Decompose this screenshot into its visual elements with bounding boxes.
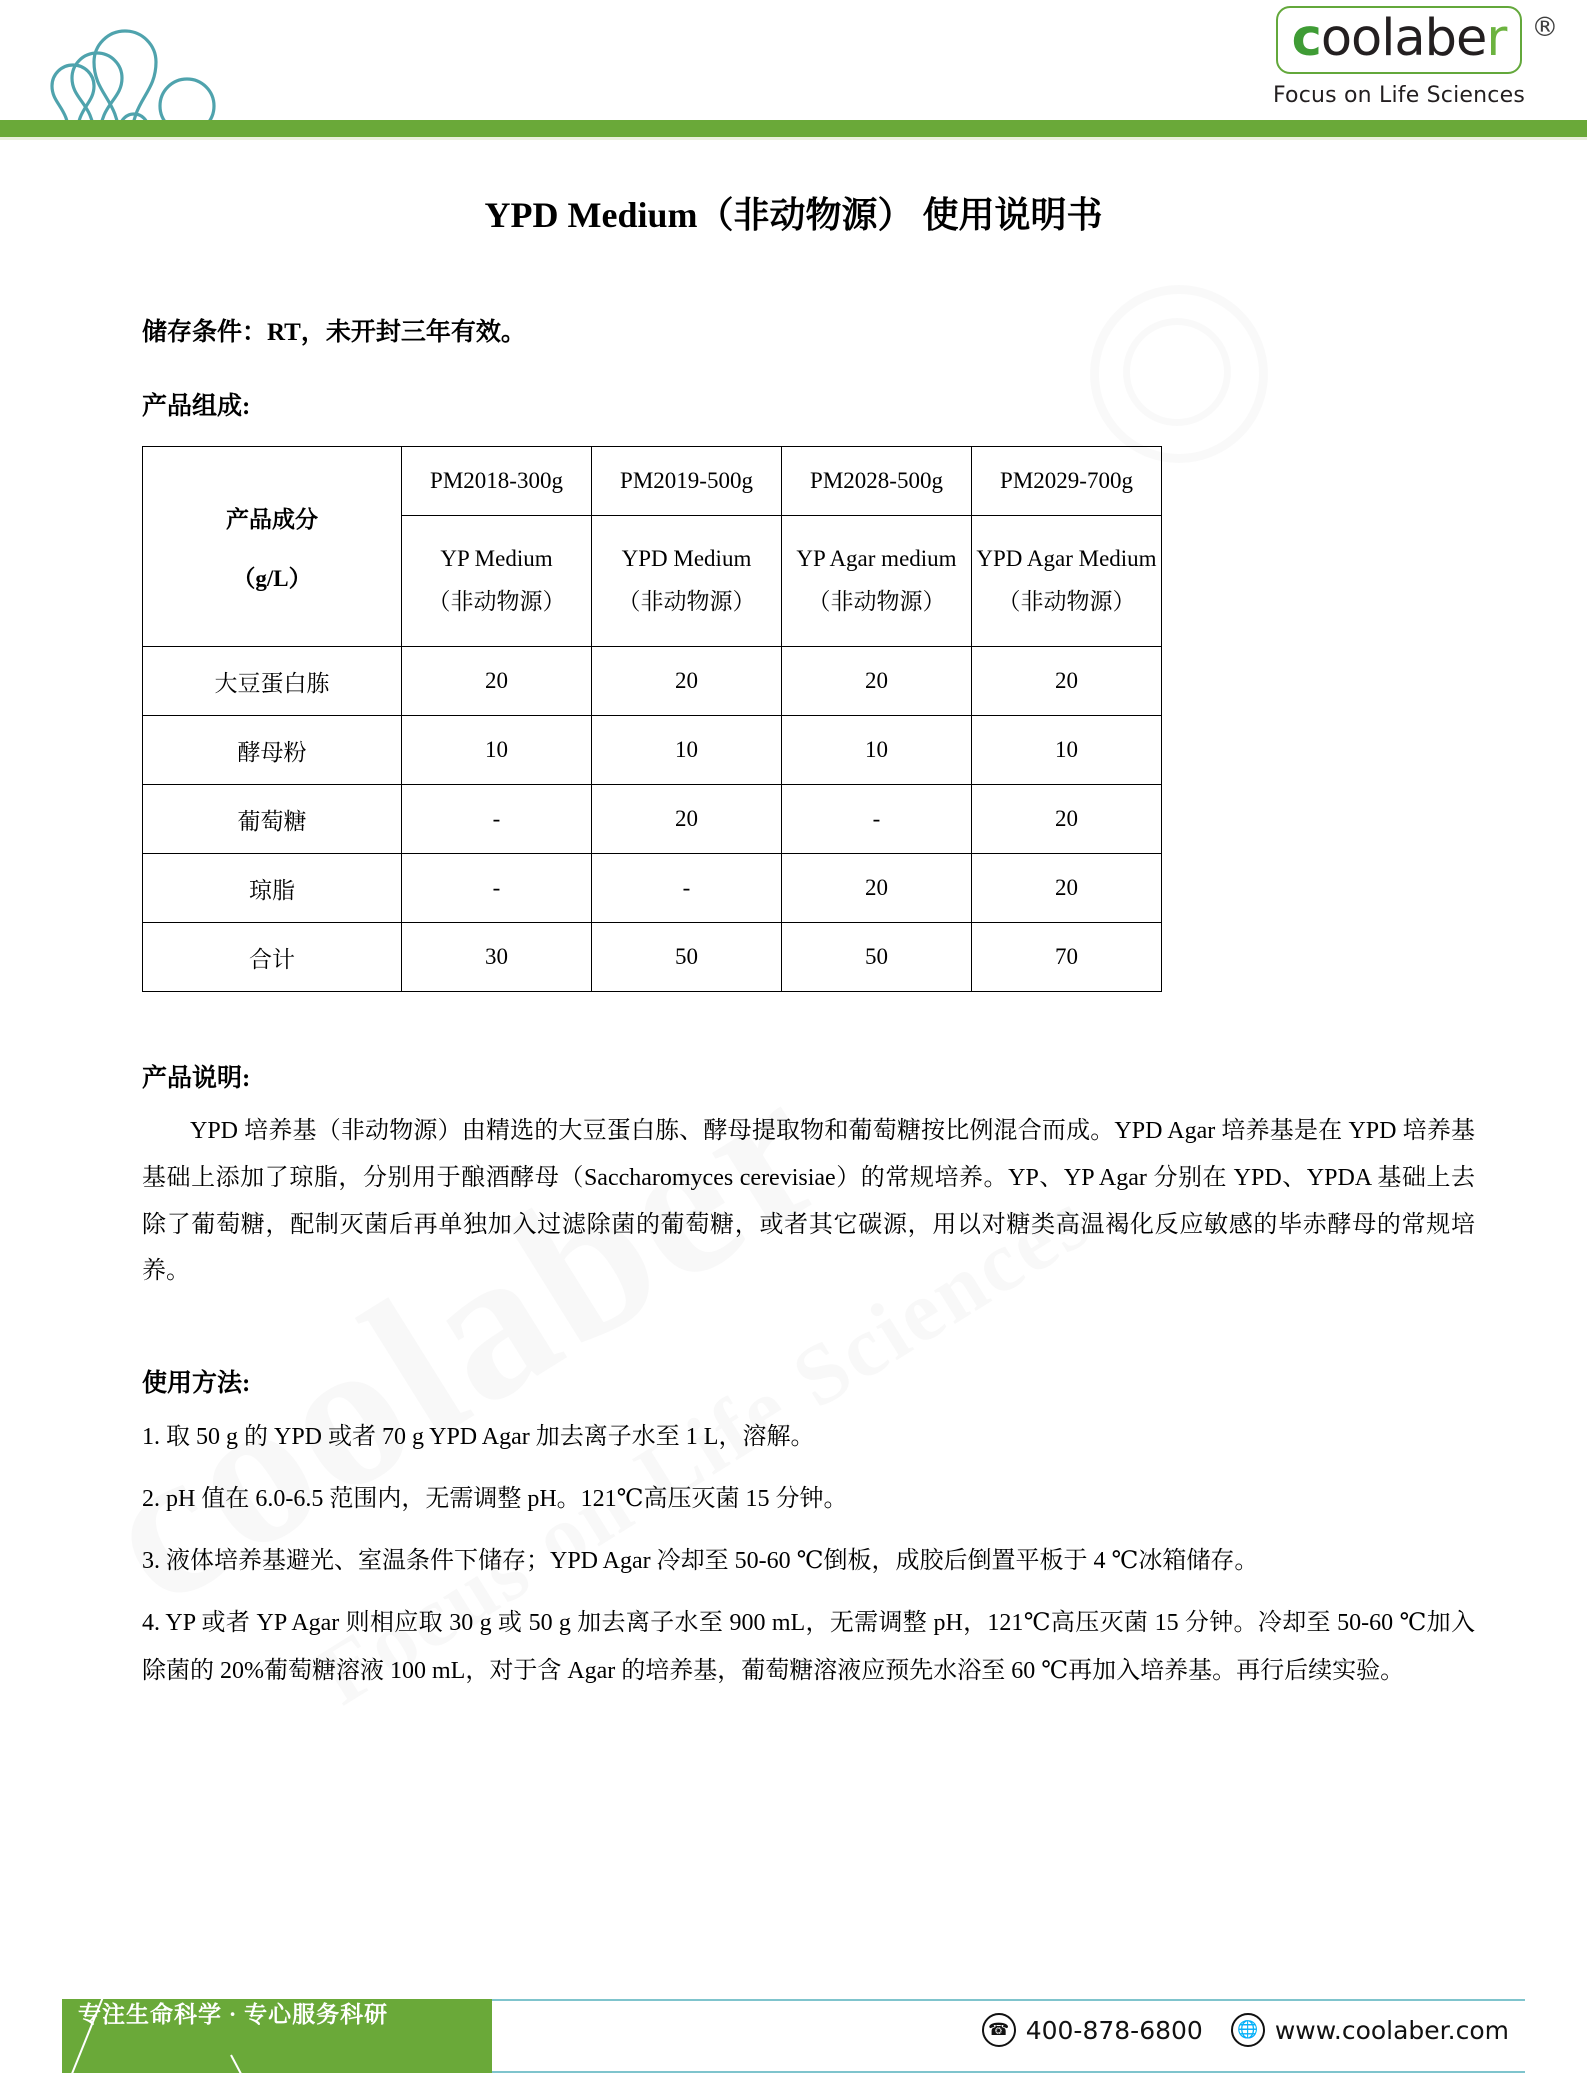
table-row bbox=[143, 716, 1162, 785]
table-row bbox=[143, 647, 1162, 716]
cell-0-1: 20 bbox=[592, 647, 782, 716]
column-name-4-sub: （非动物源） bbox=[997, 589, 1136, 614]
logo-tagline: Focus on Life Sciences bbox=[1272, 83, 1525, 108]
cell-2-0: - bbox=[402, 785, 592, 854]
document-body bbox=[0, 312, 1587, 1695]
description-paragraph: YPD 培养基（非动物源）由精选的大豆蛋白胨、酵母提取物和葡萄糖按比例混合而成。YPD Agar 培养基是在 YPD 培养基基础上添加了琼脂，分别用于酿酒酵母（Saccharomyces cerevisiae）的常规培养。YP、YP Agar 分别在 YPD、YPDA 基础上去除了葡萄糖，配制灭菌后再单独加入过滤除菌的葡萄糖，或者其它碳源，用以对糖类高温褐化反应敏感的毕赤酵母的常规培养。 bbox=[142, 1118, 1475, 1285]
cell-0-3: 20 bbox=[972, 647, 1162, 716]
page-header bbox=[0, 0, 1587, 138]
column-name-2-main: YPD Medium bbox=[621, 546, 752, 572]
registered-trademark-icon: ® bbox=[1531, 12, 1559, 43]
cell-3-1: - bbox=[592, 854, 782, 923]
page-footer bbox=[0, 1975, 1587, 2093]
cell-4-3: 70 bbox=[972, 923, 1162, 992]
footer-website-item[interactable] bbox=[1231, 2013, 1509, 2047]
usage-step-3: 3. 液体培养基避光、室温条件下储存；YPD Agar 冷却至 50-60 ℃倒板，成胶后倒置平板于 4 ℃冰箱储存。 bbox=[142, 1548, 1259, 1575]
column-name-3-main: YP Agar medium bbox=[796, 546, 957, 572]
cell-4-1: 50 bbox=[592, 923, 782, 992]
footer-slogan: 专注生命科学 · 专心服务科研 bbox=[78, 2002, 389, 2027]
footer-slash-decoration-2 bbox=[230, 2055, 251, 2091]
molecule-decoration-icon bbox=[22, 4, 237, 131]
description-heading: 产品说明: bbox=[142, 1065, 251, 1092]
usage-step-4: 4. YP 或者 YP Agar 则相应取 30 g 或 50 g 加去离子水至 900 mL，无需调整 pH，121℃高压灭菌 15 分钟。冷却至 50-60 ℃加入除菌的 20%葡萄糖溶液 100 mL，对于含 Agar 的培养基，葡萄糖溶液应预先水浴至 60 ℃再加入培养基。再行后续实验。 bbox=[142, 1610, 1475, 1685]
column-name-1-sub: （非动物源） bbox=[427, 589, 566, 614]
cell-1-1: 10 bbox=[592, 716, 782, 785]
document-content bbox=[0, 187, 1587, 1695]
header-green-divider bbox=[0, 120, 1587, 137]
column-code-1: PM2018-300g bbox=[402, 447, 592, 516]
usage-step-1: 1. 取 50 g 的 YPD 或者 70 g YPD Agar 加去离子水至 1 L，溶解。 bbox=[142, 1424, 815, 1451]
cell-4-0: 30 bbox=[402, 923, 592, 992]
table-row bbox=[143, 854, 1162, 923]
coolaber-logo bbox=[1272, 6, 1559, 108]
logo-letter-c: c bbox=[1291, 9, 1321, 68]
column-name-3-sub: （非动物源） bbox=[807, 589, 946, 614]
first-col-line2: （g/L） bbox=[232, 565, 312, 591]
table-row bbox=[143, 785, 1162, 854]
cell-3-2: 20 bbox=[782, 854, 972, 923]
cell-1-0: 10 bbox=[402, 716, 592, 785]
column-name-2-sub: （非动物源） bbox=[617, 589, 756, 614]
footer-phone-item bbox=[982, 2013, 1203, 2047]
first-col-line1: 产品成分 bbox=[226, 506, 318, 532]
table-corner-cell bbox=[143, 447, 402, 647]
column-name-1-main: YP Medium bbox=[440, 546, 553, 572]
column-name-3 bbox=[782, 516, 972, 647]
cell-1-3: 10 bbox=[972, 716, 1162, 785]
row-label-0: 大豆蛋白胨 bbox=[143, 647, 402, 716]
page-title: YPD Medium（非动物源） 使用说明书 bbox=[484, 195, 1103, 235]
phone-icon: ☎ bbox=[982, 2013, 1016, 2047]
composition-table bbox=[142, 446, 1162, 992]
logo-wordmark bbox=[1292, 9, 1507, 68]
usage-heading: 使用方法: bbox=[142, 1370, 251, 1398]
row-label-3: 琼脂 bbox=[143, 854, 402, 923]
header-green-divider-shadow bbox=[0, 137, 1587, 140]
row-label-1: 酵母粉 bbox=[143, 716, 402, 785]
logo-letters-middle: oolabe bbox=[1320, 9, 1487, 68]
footer-contact bbox=[982, 2013, 1509, 2047]
cell-1-2: 10 bbox=[782, 716, 972, 785]
globe-icon: 🌐 bbox=[1231, 2013, 1265, 2047]
cell-2-2: - bbox=[782, 785, 972, 854]
cell-2-1: 20 bbox=[592, 785, 782, 854]
table-row-total bbox=[143, 923, 1162, 992]
column-name-4 bbox=[972, 516, 1162, 647]
column-code-4: PM2029-700g bbox=[972, 447, 1162, 516]
cell-4-2: 50 bbox=[782, 923, 972, 992]
cell-2-3: 20 bbox=[972, 785, 1162, 854]
logo-box bbox=[1276, 6, 1559, 74]
composition-heading: 产品组成: bbox=[142, 393, 251, 420]
footer-website-url[interactable]: www.coolaber.com bbox=[1274, 2015, 1509, 2045]
storage-conditions-line: 储存条件：RT，未开封三年有效。 bbox=[142, 319, 526, 346]
footer-phone-number: 400-878-6800 bbox=[1025, 2015, 1203, 2045]
row-label-4: 合计 bbox=[143, 923, 402, 992]
usage-step-2: 2. pH 值在 6.0-6.5 范围内，无需调整 pH。121℃高压灭菌 15 分钟。 bbox=[142, 1486, 848, 1513]
column-code-2: PM2019-500g bbox=[592, 447, 782, 516]
column-name-2 bbox=[592, 516, 782, 647]
cell-3-3: 20 bbox=[972, 854, 1162, 923]
cell-0-2: 20 bbox=[782, 647, 972, 716]
cell-3-0: - bbox=[402, 854, 592, 923]
logo-letter-r: r bbox=[1486, 9, 1507, 68]
cell-0-0: 20 bbox=[402, 647, 592, 716]
column-code-3: PM2028-500g bbox=[782, 447, 972, 516]
row-label-2: 葡萄糖 bbox=[143, 785, 402, 854]
table-header-code-row bbox=[143, 447, 1162, 516]
column-name-1 bbox=[402, 516, 592, 647]
column-name-4-main: YPD Agar Medium bbox=[976, 546, 1157, 572]
